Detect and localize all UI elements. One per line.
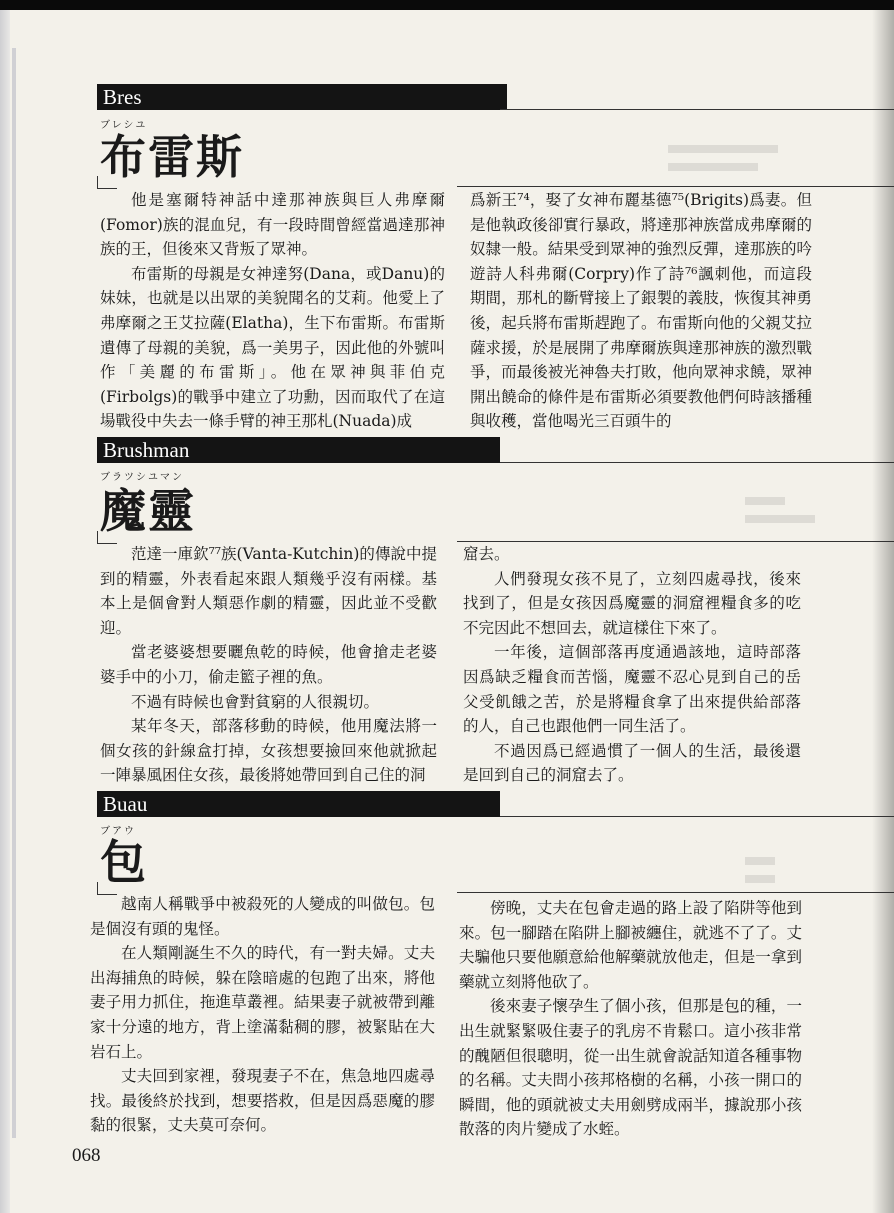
entry-header-rule — [500, 816, 894, 817]
page-gutter — [12, 48, 16, 1138]
page-right-shadow — [872, 10, 894, 1213]
paragraph: 某年冬天，部落移動的時候，他用魔法將一個女孩的針線盒打掉，女孩想要撿回來他就掀起一陣暴風困住女孩，最後將她帶回到自己住的洞 — [100, 717, 437, 785]
entry-header-bar — [97, 437, 500, 463]
entry-left-column — [90, 892, 435, 1138]
paragraph: 不過因爲已經過慣了一個人的生活，最後還是回到自己的洞窟去了。 — [463, 741, 801, 785]
entry-name-kana: ブアウ — [100, 826, 136, 837]
entry-name-zh: 包 — [100, 835, 148, 889]
page-left-edge — [0, 10, 10, 1213]
entry-name-zh: 魔靈 — [100, 484, 196, 538]
entry-name-en: Buau — [103, 792, 148, 816]
entry-name-kana: ブラツシユマン — [100, 472, 184, 483]
show-through-4 — [745, 515, 815, 523]
paragraph: 布雷斯的母親是女神達努(Dana，或Danu)的妹妹，也就是以出眾的美貌聞名的艾莉。他愛上了弗摩爾之王艾拉薩(Elatha)，生下布雷斯。布雷斯遺傳了母親的美貌，爲一美男子，因此他的外號叫作「美麗的布雷斯」。他在眾神與菲伯克(Firbolgs)的戰爭中建立了功勳，因而取代了在這場戰役中失去一條手臂的神王那札(Nuada)成 — [100, 264, 445, 431]
paragraph: 他是塞爾特神話中達那神族與巨人弗摩爾(Fomor)族的混血兒，有一段時間曾經當過達那神族的王，但後來又背叛了眾神。 — [100, 191, 445, 259]
entry-left-rule — [97, 531, 98, 543]
paragraph: 不過有時候也會對貧窮的人很親切。 — [131, 692, 380, 711]
entry-left-column — [100, 188, 445, 434]
paragraph: 窟去。 — [463, 545, 510, 563]
entry-header-rule — [500, 109, 894, 110]
entry-left-column — [100, 542, 437, 788]
entry-right-rule — [457, 892, 894, 893]
show-through-6 — [745, 875, 775, 883]
show-through-5 — [745, 857, 775, 865]
paragraph: 當老婆婆想要曬魚乾的時候，他會搶走老婆婆手中的小刀，偷走籃子裡的魚。 — [100, 643, 437, 686]
paragraph: 在人類剛誕生不久的時代，有一對夫婦。丈夫出海捕魚的時候，躲在陰暗處的包跑了出來，將他妻子用力抓住，拖進草叢裡。結果妻子就被帶到離家十分遠的地方，背上塗滿黏稠的膠，被緊貼在大岩石上。 — [90, 944, 435, 1061]
paragraph: 一年後，這個部落再度通過該地，這時部落因爲缺乏糧食而苦惱，魔靈不忍心見到自己的岳父受飢餓之苦，於是將糧食拿了出來提供給部落的人，自己也跟他們一同生活了。 — [463, 643, 801, 736]
entry-header-bar — [97, 791, 500, 817]
paragraph: 後來妻子懷孕生了個小孩，但那是包的種，一出生就緊緊吸住妻子的乳房不肯鬆口。這小孩非常的醜陋但很聰明，從一出生就會說話知道各種事物的名稱。丈夫問小孩邦格樹的名稱，小孩一開口的瞬間，他的頭就被丈夫用劍劈成兩半，據說那小孩散落的肉片變成了水蛭。 — [459, 997, 802, 1139]
entry-name-zh: 布雷斯 — [100, 130, 244, 184]
entry-name-en: Brushman — [103, 438, 190, 462]
entry-right-column — [459, 896, 802, 1142]
paragraph: 傍晚，丈夫在包會走過的路上設了陷阱等他到來。包一腳踏在陷阱上腳被纏住，就逃不了了。丈夫騙他只要他願意給他解藥就放他走，但是一拿到藥就立刻將他砍了。 — [459, 899, 802, 991]
top-dark-band — [0, 0, 894, 10]
show-through-1 — [668, 145, 778, 153]
show-through-3 — [745, 497, 785, 505]
entry-left-rule — [97, 176, 98, 188]
paragraph: 人們發現女孩不見了，立刻四處尋找，後來找到了，但是女孩因爲魔靈的洞窟裡糧食多的吃不完因此不想回去，就這樣住下來了。 — [463, 569, 801, 637]
entry-right-column — [463, 542, 801, 788]
entry-name-kana: ブレシユ — [100, 120, 148, 131]
entry-header-rule — [500, 462, 894, 463]
entry-right-rule — [457, 186, 894, 187]
paragraph: 丈夫回到家裡，發現妻子不在，焦急地四處尋找。最後終於找到，想要搭救，但是因爲惡魔的膠黏的很緊，丈夫莫可奈何。 — [90, 1067, 435, 1135]
entry-name-en: Bres — [103, 85, 142, 109]
entry-header-bar — [97, 84, 507, 110]
show-through-2 — [668, 163, 758, 171]
paragraph: 范達一庫欽⁷⁷族(Vanta-Kutchin)的傳說中提到的精靈，外表看起來跟人類幾乎沒有兩樣。基本上是個會對人類惡作劇的精靈，因此並不受歡迎。 — [100, 545, 437, 637]
paragraph: 越南人稱戰爭中被殺死的人變成的叫做包。包是個沒有頭的鬼怪。 — [90, 895, 435, 938]
entry-right-column — [470, 188, 812, 434]
page-number: 068 — [72, 1145, 101, 1166]
paragraph: 爲新王⁷⁴，娶了女神布麗基德⁷⁵(Brigits)爲妻。但是他執政後卻實行暴政，將達那神族當成弗摩爾的奴隸一般。結果受到眾神的強烈反彈，達那族的吟遊詩人科弗爾(Corpry)作了詩⁷⁶諷刺他，而這段期間，那札的斷臂接上了銀製的義肢，恢復其神勇後，起兵將布雷斯趕跑了。布雷斯向他的父親艾拉薩求援，於是展開了弗摩爾族與達那神族的激烈戰爭，而最後被光神魯夫打敗，他向眾神求饒，眾神開出饒命的條件是布雷斯必須要教他們何時該播種與收穫，當他喝光三百頭牛的 — [470, 191, 812, 431]
